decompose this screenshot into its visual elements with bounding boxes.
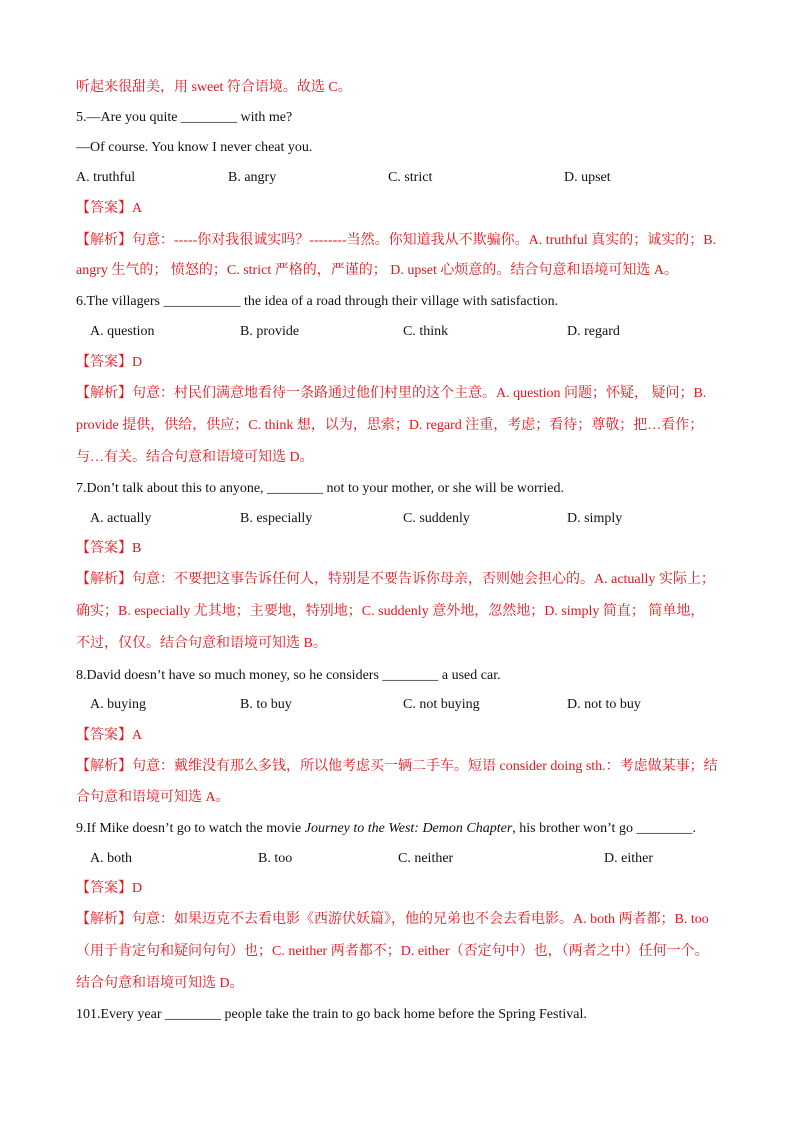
q5-option-c: C. strict [388,170,433,185]
analysis-continuation: 听起来很甜美，用 sweet 符合语境。故选 C。 [76,80,352,95]
q6-option-d: D. regard [567,324,620,339]
q5-answer: 【答案】A [76,201,143,216]
q5-option-d: D. upset [564,170,611,185]
q7-analysis-line-3: 不过，仅仅。结合句意和语境可知选 B。 [76,636,327,651]
q9-option-a: A. both [90,851,132,866]
q5-options [0,169,800,187]
q8-analysis-line-1: 【解析】句意：戴维没有那么多钱，所以他考虑买一辆二手车。短语 consider doing sth.：考虑做某事；结 [76,759,718,774]
q9-stem-start: 9.If Mike doesn’t go to watch the movie [76,821,305,836]
q6-analysis-line-1: 【解析】句意：村民们满意地看待一条路通过他们村里的这个主意。A. question 问题；怀疑， 疑问；B. [76,386,707,401]
q8-options [0,696,800,714]
q8-option-a: A. buying [90,697,146,712]
q5-analysis-line-1: 【解析】句意：-----你对我很诚实吗？--------当然。你知道我从不欺骗你。A. truthful 真实的；诚实的；B. [76,233,717,248]
q7-analysis-line-2: 确实；B. especially 尤其地；主要地，特别地；C. suddenly 意外地，忽然地；D. simply 简直； 简单地， [76,604,705,619]
q10-stem: 101.Every year ________ people take the train to go back home before the Spring Festival. [76,1007,587,1022]
q7-option-a: A. actually [90,511,152,526]
q6-stem: 6.The villagers ___________ the idea of a road through their village with satisfaction. [76,294,559,309]
q5-option-a: A. truthful [76,170,136,185]
q9-stem-end: , his brother won’t go ________. [512,821,696,836]
q7-option-d: D. simply [567,511,623,526]
q5-stem-reply: —Of course. You know I never cheat you. [76,140,313,155]
q9-option-b: B. too [258,851,293,866]
q5-analysis-line-2: angry 生气的； 愤怒的；C. strict 严格的，严谨的； D. upset 心烦意的。结合句意和语境可知选 A。 [76,263,678,278]
q6-analysis-line-3: 与…有关。结合句意和语境可知选 D。 [76,450,314,465]
q9-stem [76,820,730,838]
q6-options [0,323,800,341]
q9-answer: 【答案】D [76,881,143,896]
q6-analysis-line-2: provide 提供，供给，供应；C. think 想，以为，思索；D. regard 注重，考虑；看待；尊敬；把…看作； [76,418,704,433]
q7-option-b: B. especially [240,511,313,526]
q7-stem: 7.Don’t talk about this to anyone, ________ not to your mother, or she will be worried. [76,481,564,496]
q5-option-b: B. angry [228,170,277,185]
q9-options [0,850,800,868]
q8-option-b: B. to buy [240,697,292,712]
q6-answer: 【答案】D [76,355,143,370]
q8-stem: 8.David doesn’t have so much money, so he considers ________ a used car. [76,668,501,683]
q5-stem: 5.—Are you quite ________ with me? [76,110,293,125]
q9-option-d: D. either [604,851,653,866]
q9-movie-title: Journey to the West: Demon Chapter [304,821,513,836]
q7-option-c: C. suddenly [403,511,470,526]
q7-options [0,510,800,528]
q7-analysis-line-1: 【解析】句意：不要把这事告诉任何人，特别是不要告诉你母亲，否则她会担心的。A. actually 实际上； [76,572,715,587]
q9-analysis-line-1: 【解析】句意：如果迈克不去看电影《西游伏妖篇》，他的兄弟也不会去看电影。A. both 两者都；B. too [76,912,709,927]
q6-option-b: B. provide [240,324,300,339]
q9-option-c: C. neither [398,851,454,866]
q8-answer: 【答案】A [76,728,143,743]
q8-option-c: C. not buying [403,697,480,712]
q9-analysis-line-2: （用于肯定句和疑问句句）也；C. neither 两者都不；D. either（否定句中）也，（两者之中）任何一个。 [76,944,709,959]
q8-analysis-line-2: 合句意和语境可知选 A。 [76,790,230,805]
q7-answer: 【答案】B [76,541,142,556]
q9-analysis-line-3: 结合句意和语境可知选 D。 [76,976,244,991]
q6-option-a: A. question [90,324,155,339]
q8-option-d: D. not to buy [567,697,641,712]
q6-option-c: C. think [403,324,449,339]
